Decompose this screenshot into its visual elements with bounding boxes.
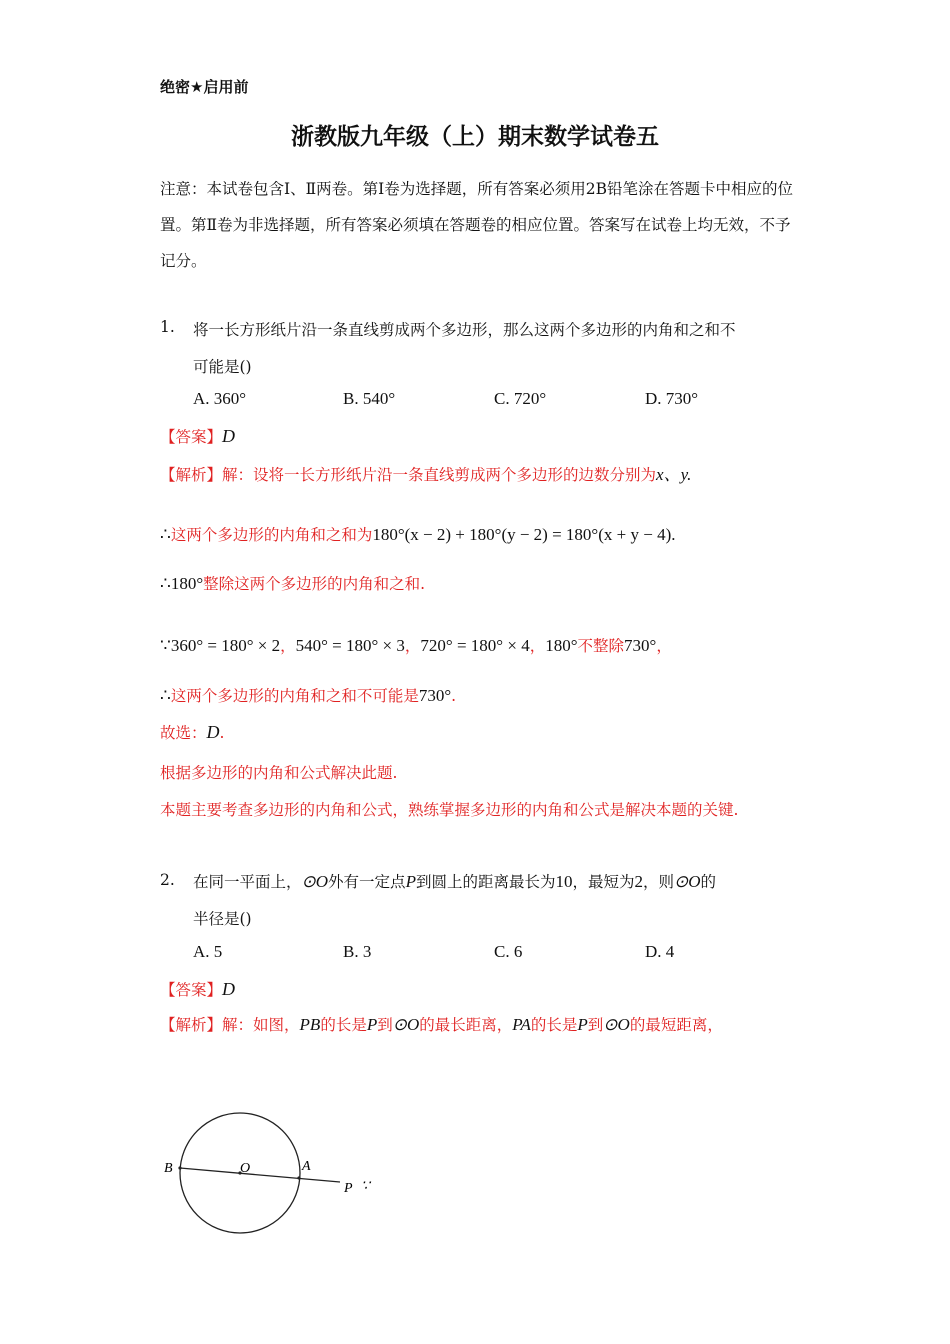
- line-bp: [180, 1168, 340, 1182]
- analysis-vars: x、y.: [656, 465, 692, 484]
- point-p: P: [366, 1015, 378, 1034]
- analysis-text: 的最长距离，: [419, 1016, 513, 1034]
- choose-answer: D: [206, 722, 220, 742]
- segment-pb: PB: [299, 1015, 321, 1034]
- analysis-text: 解：如图，: [222, 1016, 300, 1034]
- point-b-dot: [178, 1166, 181, 1169]
- question-1-analysis: [160, 460, 691, 485]
- q2-text: 在同一平面上，: [193, 873, 302, 891]
- therefore-symbol: ∴: [160, 574, 171, 593]
- q2-text: ，最短为: [572, 873, 635, 891]
- label-b: B: [164, 1161, 173, 1176]
- question-1-number: 1.: [160, 318, 175, 336]
- question-1-option-a: A. 360°: [193, 389, 247, 408]
- analysis-text: 到: [377, 1016, 393, 1034]
- question-1-line-2: 可能是(): [193, 358, 252, 376]
- step-3-value-730: 730°: [624, 636, 657, 655]
- question-2-number: 2.: [160, 871, 175, 889]
- question-2-option-b: B. 3: [343, 942, 372, 961]
- value-2: 2: [634, 872, 643, 891]
- q2-text: 外有一定点: [328, 873, 406, 891]
- answer-label: 【答案】: [160, 428, 223, 446]
- step-3-eq-c: 720° = 180° × 4: [420, 636, 530, 655]
- solution-step-4: [160, 684, 456, 706]
- circle-o-symbol: ⊙O: [603, 1015, 630, 1034]
- question-1-line-1: 将一长方形纸片沿一条直线剪成两个多边形，那么这两个多边形的内角和之和不: [193, 321, 736, 339]
- analysis-text: 的最短距离，: [629, 1016, 723, 1034]
- circle-figure: [150, 1100, 390, 1245]
- analysis-label: 【解析】: [160, 466, 223, 484]
- comma: ，: [404, 637, 421, 655]
- solution-note-1: 根据多边形的内角和公式解决此题.: [160, 764, 398, 782]
- comma: ，: [656, 637, 672, 655]
- point-a-dot: [297, 1176, 300, 1179]
- period: .: [451, 687, 457, 705]
- solution-step-2: [160, 572, 425, 594]
- question-2-line-1: [193, 870, 716, 892]
- step-3-text: 不整除: [577, 637, 625, 655]
- segment-pa: PA: [512, 1015, 531, 1034]
- question-1-option-b: B. 540°: [343, 389, 396, 408]
- answer-label: 【答案】: [160, 981, 223, 999]
- solution-note-2: 本题主要考查多边形的内角和公式，熟练掌握多边形的内角和公式是解决本题的关键.: [160, 801, 739, 819]
- solution-choice: [160, 721, 224, 743]
- step-1-math: 180°(x − 2) + 180°(y − 2) = 180°(x + y − 4).: [372, 525, 676, 544]
- circle-o-symbol: ⊙O: [301, 872, 329, 891]
- solution-step-3: [160, 634, 672, 656]
- point-p: P: [577, 1015, 588, 1034]
- circle-o-symbol: ⊙O: [392, 1015, 420, 1034]
- label-o: O: [240, 1161, 251, 1176]
- answer-value: D: [222, 979, 236, 999]
- because-symbol: ∵: [160, 636, 171, 655]
- label-p: P: [344, 1181, 353, 1196]
- question-1-option-c: C. 720°: [494, 389, 547, 408]
- question-2-option-a: A. 5: [193, 942, 223, 961]
- step-3-value: 180°: [545, 636, 578, 655]
- because-symbol: ∵: [361, 1179, 370, 1194]
- solution-step-1: [160, 523, 675, 545]
- period: .: [219, 724, 225, 742]
- answer-value: D: [222, 426, 236, 446]
- therefore-symbol: ∴: [160, 686, 171, 705]
- label-a: A: [302, 1159, 311, 1174]
- page-title: 浙教版九年级（上）期末数学试卷五: [291, 124, 659, 150]
- analysis-label: 【解析】: [160, 1016, 223, 1034]
- analysis-text: 到: [587, 1016, 604, 1034]
- point-p: P: [405, 872, 416, 891]
- question-2-analysis: [160, 1013, 723, 1035]
- comma: ，: [529, 637, 546, 655]
- exam-notice: 注意：本试卷包含Ⅰ、Ⅱ两卷。第Ⅰ卷为选择题，所有答案必须用2B铅笔涂在答题卡中相应的位置。第Ⅱ卷为非选择题，所有答案必须填在答题卷的相应位置。答案写在试卷上均无效，不予记分。: [160, 180, 794, 270]
- q2-text: 到圆上的距离最长为: [415, 873, 556, 891]
- value-10: 10: [555, 872, 573, 891]
- comma: ，: [280, 637, 296, 655]
- choose-text: 故选：: [160, 724, 207, 742]
- therefore-symbol: ∴: [160, 525, 171, 544]
- analysis-text: 的长是: [530, 1016, 578, 1034]
- q2-text: ，则: [642, 873, 674, 891]
- analysis-text: 的长是: [320, 1016, 367, 1034]
- step-2-math: 180°: [170, 574, 204, 593]
- question-1-option-d: D. 730°: [645, 389, 699, 408]
- circle-o-symbol: ⊙O: [674, 872, 701, 891]
- question-2-answer: [160, 978, 235, 1000]
- question-2-option-d: D. 4: [645, 942, 675, 961]
- step-2-text: 整除这两个多边形的内角和之和.: [203, 575, 426, 593]
- step-4-math: 730°: [418, 686, 452, 705]
- question-2-option-c: C. 6: [494, 942, 523, 961]
- question-2-line-2: 半径是(): [193, 910, 252, 928]
- q2-text: 的: [700, 873, 717, 891]
- confidential-label: 绝密★启用前: [160, 78, 249, 96]
- step-4-text: 这两个多边形的内角和之和不可能是: [170, 687, 419, 705]
- step-3-eq-b: 540° = 180° × 3: [295, 636, 405, 655]
- question-1-answer: [160, 425, 235, 447]
- step-3-eq-a: 360° = 180° × 2: [170, 636, 281, 655]
- step-1-text: 这两个多边形的内角和之和为: [170, 526, 373, 544]
- analysis-text: 解：设将一长方形纸片沿一条直线剪成两个多边形的边数分别为: [222, 466, 657, 484]
